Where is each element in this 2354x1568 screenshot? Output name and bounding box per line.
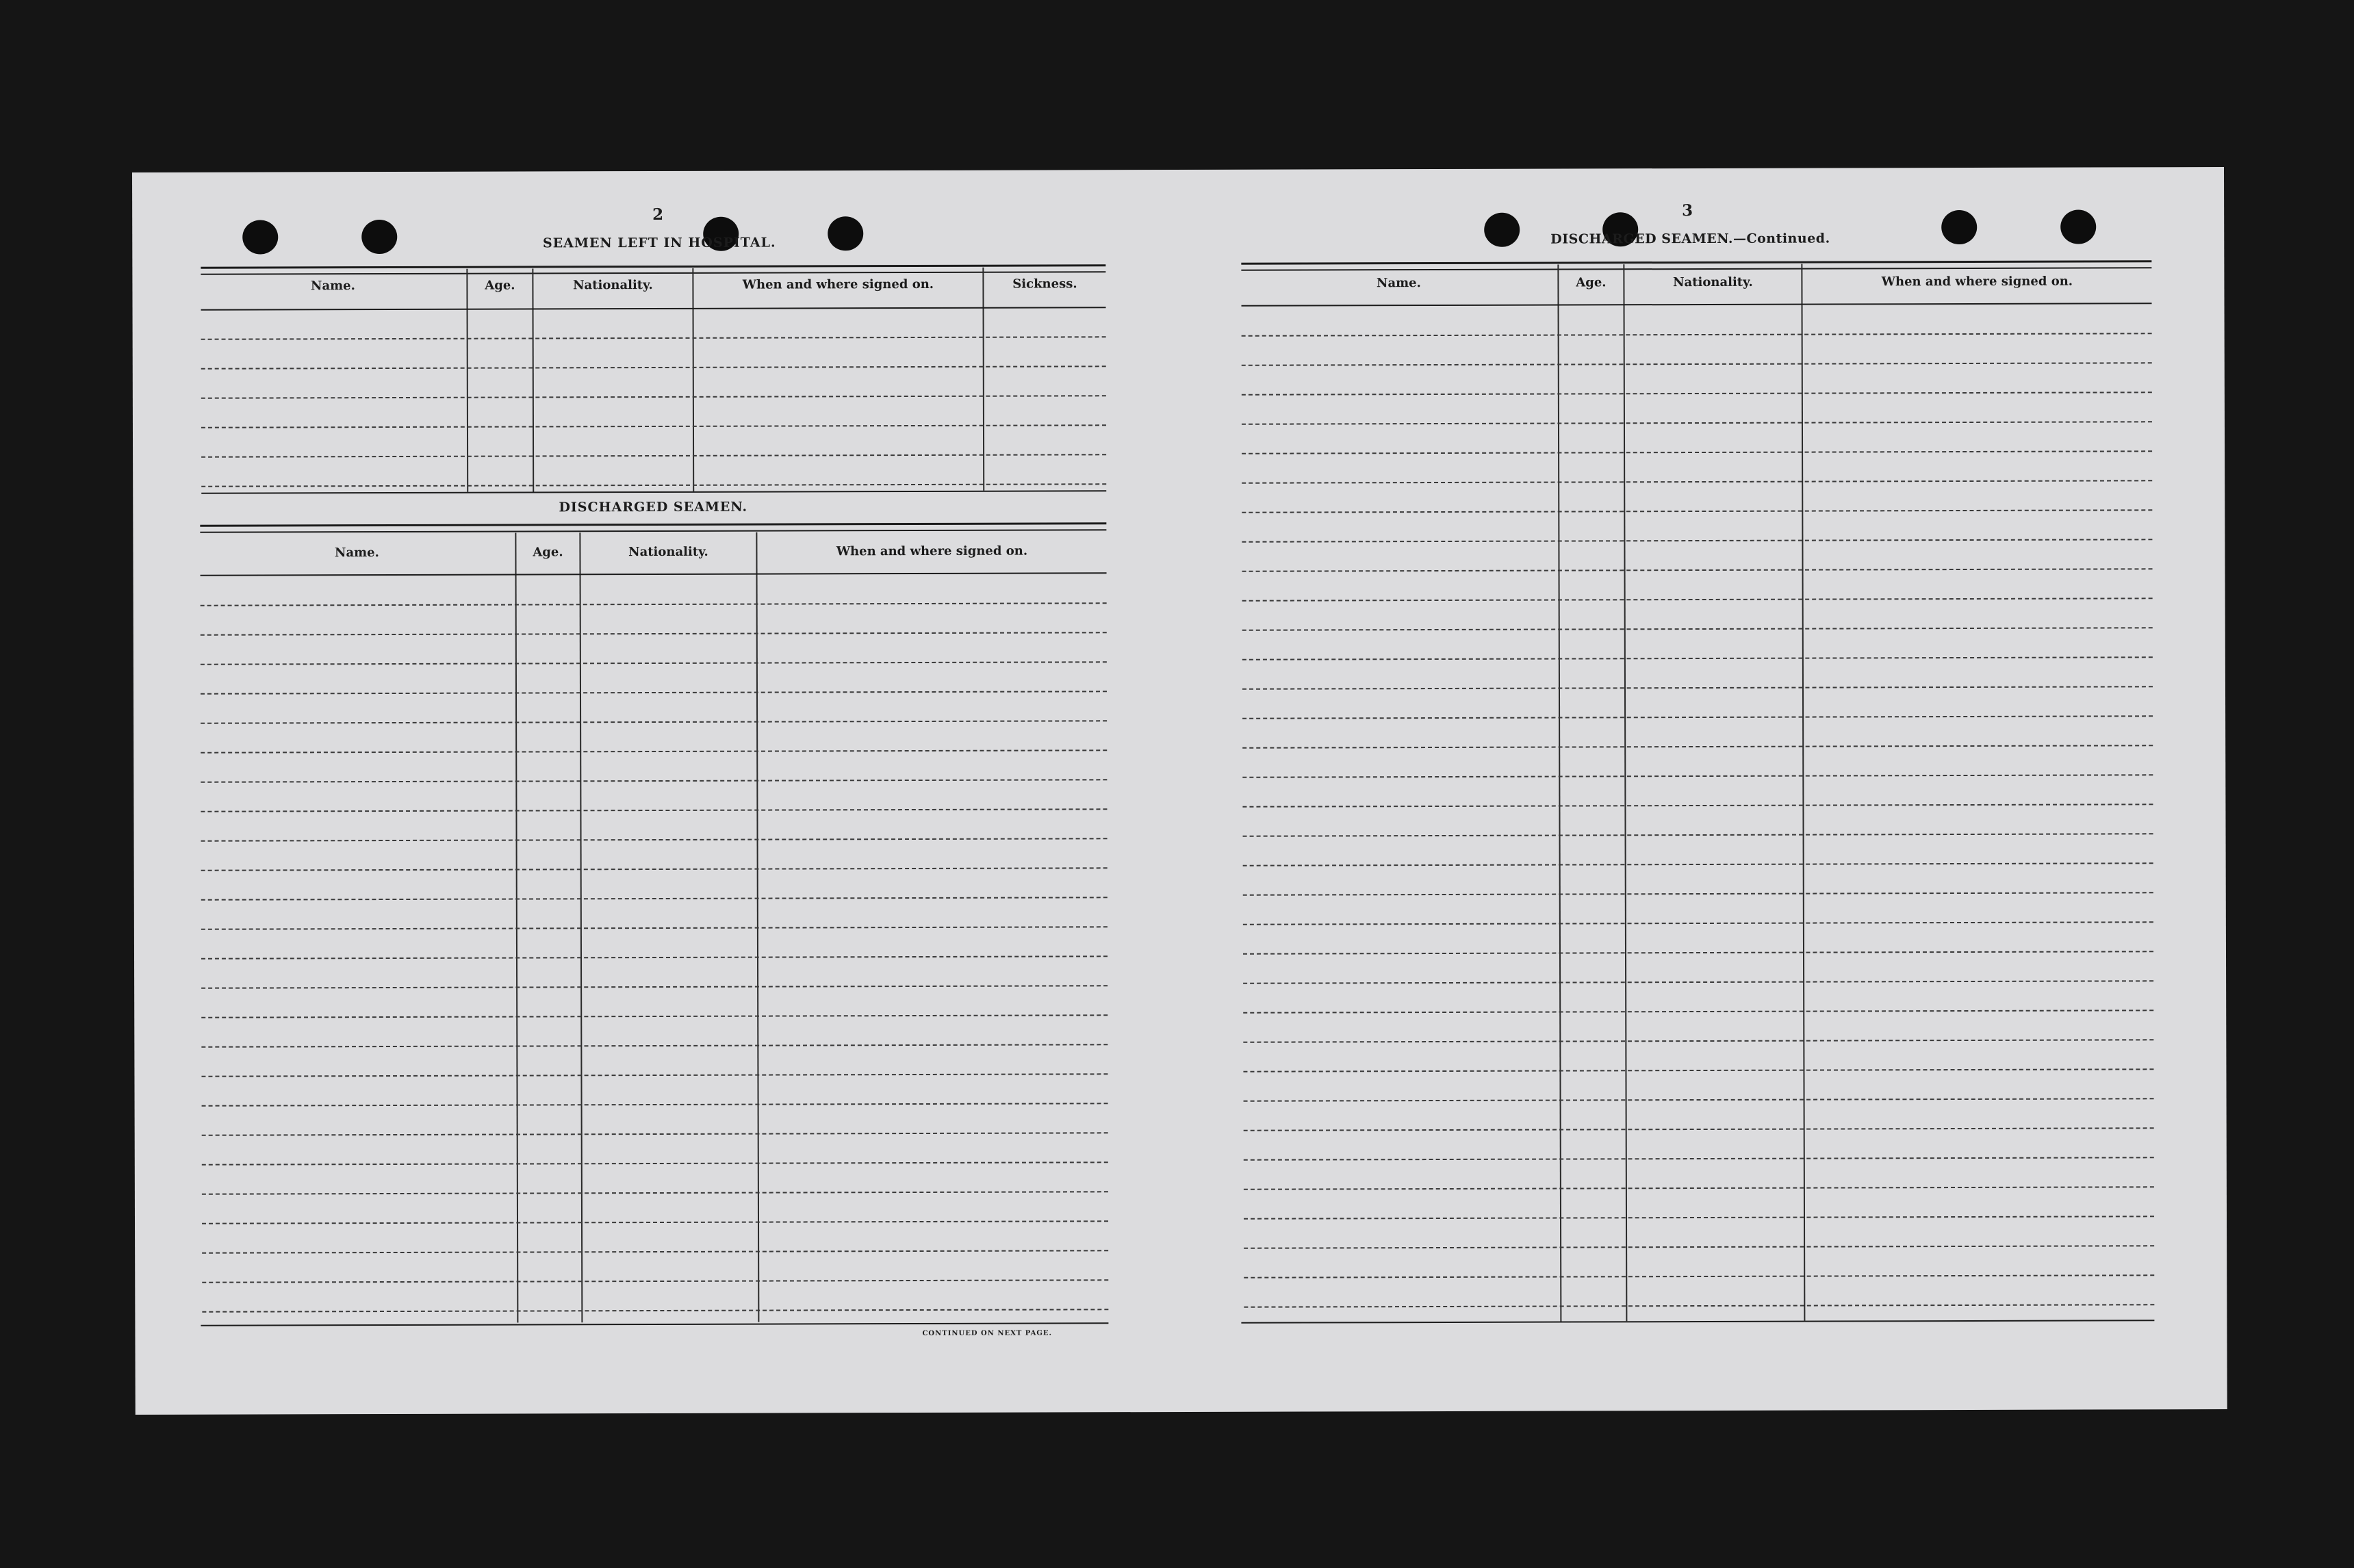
rule-bottom: [1241, 1320, 2154, 1323]
entry-row-line: [201, 779, 1107, 782]
entry-row-line: [201, 838, 1108, 841]
punch-hole: [242, 220, 278, 254]
rule-top: [200, 522, 1106, 532]
entry-row-line: [1242, 627, 2153, 630]
header-underline: [1242, 303, 2152, 306]
entry-row-line: [201, 691, 1107, 694]
entry-row-line: [1243, 1068, 2153, 1072]
section-title-hospital: SEAMEN LEFT IN HOSPITAL.: [542, 235, 776, 251]
entry-row-line: [1244, 1098, 2154, 1101]
entry-row-line: [202, 1161, 1108, 1165]
page-number: 2: [652, 205, 664, 224]
entry-row-line: [201, 395, 1106, 398]
section-title-discharged: DISCHARGED SEAMEN.: [559, 499, 748, 515]
column-header-age: Age.: [485, 278, 515, 293]
ledger-sheet: [132, 167, 2227, 1415]
entry-row-line: [1242, 568, 2153, 571]
entry-row-line: [1243, 1010, 2153, 1013]
entry-row-line: [201, 1044, 1108, 1047]
column-header-signed-on: When and where signed on.: [1881, 274, 2073, 290]
entry-row-line: [201, 867, 1108, 871]
entry-row-line: [1244, 1216, 2154, 1219]
punch-hole: [1484, 213, 1520, 247]
entry-row-line: [201, 1014, 1108, 1018]
entry-row-line: [1242, 509, 2152, 513]
entry-row-line: [201, 336, 1106, 339]
entry-row-line: [202, 1103, 1108, 1106]
entry-row-line: [1242, 450, 2152, 454]
entry-row-line: [1242, 421, 2152, 424]
punch-hole: [361, 220, 397, 254]
entry-row-line: [1243, 862, 2153, 866]
rule-bottom: [201, 490, 1106, 493]
punch-hole: [828, 216, 863, 250]
punch-hole: [2060, 209, 2096, 244]
entry-row-line: [201, 632, 1107, 635]
column-header-sickness: Sickness.: [1012, 277, 1077, 292]
column-header-nationality: Nationality.: [1673, 274, 1753, 290]
entry-row-line: [1243, 980, 2153, 984]
entry-row-line: [1242, 656, 2153, 660]
entry-row-line: [201, 424, 1106, 428]
entry-row-line: [1242, 804, 2153, 807]
entry-row-line: [1242, 333, 2152, 336]
entry-row-line: [201, 602, 1107, 606]
entry-row-line: [201, 897, 1108, 900]
column-header-nationality: Nationality.: [628, 544, 708, 560]
entry-row-line: [202, 1279, 1108, 1283]
column-header-nationality: Nationality.: [573, 278, 653, 293]
entry-row-line: [201, 1073, 1108, 1077]
entry-row-line: [202, 1220, 1108, 1224]
column-header-signed-on: When and where signed on.: [742, 277, 934, 292]
entry-row-line: [1243, 951, 2153, 954]
entry-row-line: [201, 661, 1107, 665]
column-header-age: Age.: [533, 545, 563, 560]
entry-row-line: [1242, 686, 2153, 689]
section-title-discharged-continued: DISCHARGED SEAMEN.—Continued.: [1550, 231, 1830, 247]
entry-row-line: [201, 808, 1107, 812]
column-header-name: Name.: [1376, 276, 1421, 291]
continued-footnote: CONTINUED ON NEXT PAGE.: [922, 1329, 1053, 1337]
entry-row-line: [1242, 715, 2153, 719]
entry-row-line: [1242, 362, 2152, 365]
header-underline: [201, 307, 1106, 310]
page-number: 3: [1682, 201, 1693, 220]
rule-bottom: [201, 1322, 1108, 1326]
entry-row-line: [1242, 774, 2153, 777]
entry-row-line: [202, 1132, 1108, 1135]
column-header-name: Name.: [310, 279, 355, 294]
entry-row-line: [201, 454, 1106, 457]
punch-hole: [1941, 210, 1977, 244]
column-header-age: Age.: [1576, 275, 1607, 290]
entry-row-line: [1242, 480, 2152, 483]
entry-row-line: [201, 720, 1107, 723]
column-divider: [532, 268, 534, 491]
entry-row-line: [201, 365, 1106, 369]
column-header-signed-on: When and where signed on.: [836, 543, 1028, 559]
entry-row-line: [202, 1191, 1108, 1194]
entry-row-line: [1243, 921, 2153, 925]
rule-top: [1241, 260, 2151, 270]
entry-row-line: [1242, 597, 2153, 601]
header-underline: [201, 572, 1107, 576]
column-divider: [692, 268, 694, 491]
entry-row-line: [1244, 1186, 2154, 1190]
rule-top: [201, 264, 1105, 274]
entry-row-line: [1243, 1039, 2153, 1042]
entry-row-line: [1244, 1274, 2154, 1278]
entry-row-line: [202, 1309, 1108, 1312]
entry-row-line: [1244, 1245, 2154, 1248]
entry-row-line: [1243, 833, 2153, 836]
column-header-name: Name.: [334, 545, 379, 561]
entry-row-line: [1242, 539, 2152, 542]
entry-row-line: [1243, 892, 2153, 895]
entry-row-line: [201, 926, 1108, 929]
entry-row-line: [201, 483, 1106, 487]
entry-row-line: [1244, 1304, 2154, 1307]
entry-row-line: [1244, 1127, 2154, 1131]
entry-row-line: [201, 985, 1108, 988]
entry-row-line: [201, 749, 1107, 753]
entry-row-line: [201, 955, 1108, 959]
entry-row-line: [1242, 391, 2152, 395]
entry-row-line: [202, 1250, 1108, 1253]
entry-row-line: [1242, 745, 2153, 748]
column-divider: [466, 269, 468, 492]
entry-row-line: [1244, 1157, 2154, 1160]
column-divider: [982, 268, 984, 491]
